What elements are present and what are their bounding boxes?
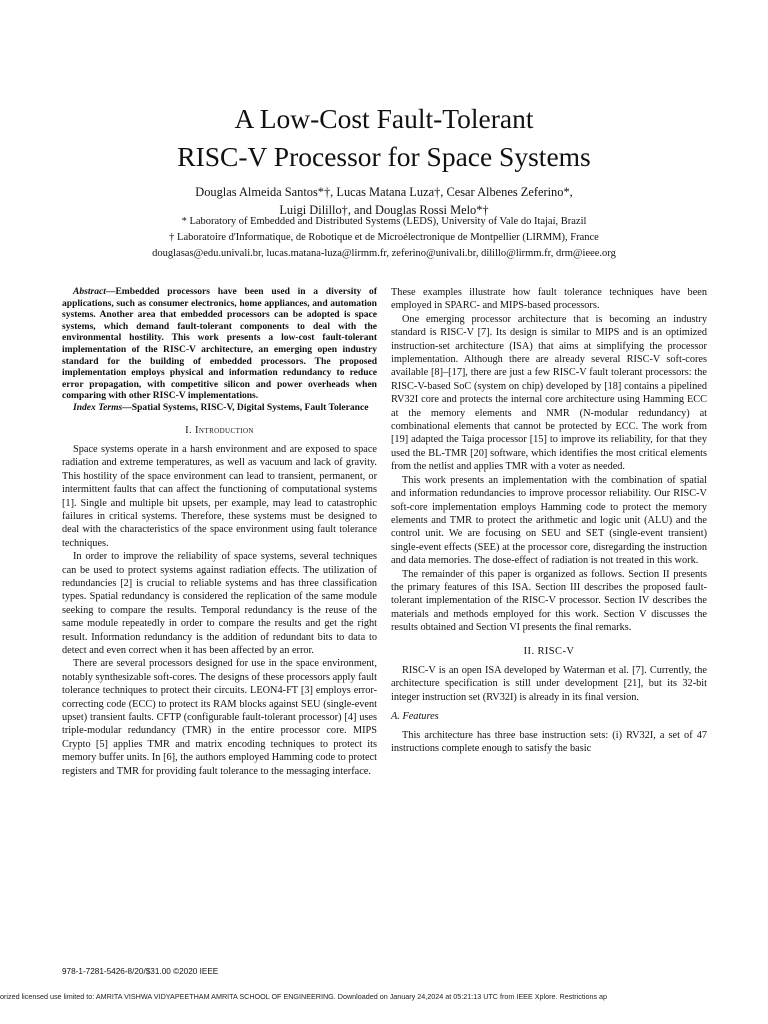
copyright-notice: 978-1-7281-5426-8/20/$31.00 ©2020 IEEE xyxy=(62,967,219,976)
paragraph: One emerging processor architecture that is becoming an industry standard is RISC-V [7]. Its design is similar to MIPS and is an optimized instruction-set architecture (ISA) that aims at simplifying the processor implementation. Although there are already several RISC-V soft-cores available [8]–[17], there are just a few RISC-V fault tolerant processors: the RISC-V-based SoC (system on chip) developed by [18] contains a pipelined RV32I core and protects the internal core architecture using Hamming ECC at the memory elements and NMR (N-modular redundancy) at combinational elements that cannot be protected by ECC. The work from [19] adapted the Taiga processor [15] to improve its reliability, for that they used the BL-TMR [20] software, which identifies the most critical elements from the netlist and applies TMR with a voter as needed. xyxy=(391,313,707,473)
right-column xyxy=(391,286,707,755)
authors-line-1: Douglas Almeida Santos*†, Lucas Matana Luza†, Cesar Albenes Zeferino*, xyxy=(195,185,573,199)
section-heading-introduction: I. Introduction xyxy=(185,424,254,436)
paragraph: There are several processors designed for use in the space environment, notably synthesizable soft-cores. The designs of these processors apply fault tolerance techniques to protect their circuits. LEON4-FT [3] employs error-correcting code (ECC) to protect its RAM blocks against SEU (single-event upset) transient faults. CFTP (configurable fault-tolerant processor) [4] uses triple-modular redundancy (TMR) in the entire processor core. MIPS Crypto [5] applies TMR and matrix encoding techniques to protect its memory buffer units. In [6], the authors employed Hamming code to protect registers and TMR for providing fault tolerance to the messaging interface. xyxy=(62,658,377,777)
abstract-text: —Embedded processors have been used in a diversity of applications, such as consumer electronics, home appliances, and automation systems. Another area that embedded processors can be adopted is space systems, which demand fault-tolerant components to deal with the environmental hostility. This work presents a low-cost fault-tolerant implementation of the RISC-V architecture, an emerging open industry standard for the building of embedded processors. The proposed implementation employs physical and information redundancy to reduce error propagation, with competitive silicon and power overheads when comparing with other RISC-V implementations. xyxy=(62,286,377,402)
paragraph: These examples illustrate how fault tolerance techniques have been employed in SPARC- and MIPS-based processors. xyxy=(391,287,707,312)
paragraph: This architecture has three base instruction sets: (i) RV32I, a set of 47 instructions complete enough to satisfy the basic xyxy=(391,729,707,754)
paragraph: The remainder of this paper is organized as follows. Section II presents the primary features of this ISA. Section III describes the proposed fault-tolerant implementation of the RISC-V processor. Section IV describes the materials and methods employed for this work. Section V discusses the results obtained and Section VI presents the final remarks. xyxy=(391,568,707,634)
title-line-2: RISC-V Processor for Space Systems xyxy=(177,141,591,172)
abstract-label: Abstract xyxy=(73,286,106,297)
license-notice: orized licensed use limited to: AMRITA VISHWA VIDYAPEETHAM AMRITA SCHOOL OF ENGINEERING. Downloaded on January 24,2024 at 05:21:13 UTC from IEEE Xplore. Restrictions ap xyxy=(0,992,608,1001)
index-terms-text: —Spatial Systems, RISC-V, Digital Systems, Fault Tolerance xyxy=(122,401,369,413)
index-terms xyxy=(62,402,377,414)
paragraph: Space systems operate in a harsh environment and are exposed to space radiation and extreme temperatures, as well as vacuum and lack of gravity. This hostility of the space environment can lead to transient, permanent, or intermittent faults that can affect the functioning of computational systems [1]. Single and multiple bit upsets, per example, may lead to catastrophic failures in critical systems. Therefore, these systems must be designed to deal with the characteristics of the space environment using fault tolerance techniques. xyxy=(62,443,377,549)
author-emails: douglasas@edu.univali.br, lucas.matana-luza@lirmm.fr, zeferino@univali.br, dilillo@lirmm.fr, drm@ieee.org xyxy=(152,248,616,259)
paragraph: RISC-V is an open ISA developed by Waterman et al. [7]. Currently, the architecture specification is still under development [21], but its 32-bit integer instruction set (RV32I) is already in its final version. xyxy=(391,664,707,703)
abstract xyxy=(62,286,377,402)
index-terms-label: Index Terms xyxy=(73,401,123,413)
affiliations xyxy=(0,214,768,262)
paragraph: This work presents an implementation with the combination of spatial and information redundancies to improve processor reliability. Our RISC-V soft-core implementation employs Hamming code to protect the memory elements and TMR to protect the arithmetic and logic unit (ALU) and the control unit. We are focusing on SEU and SET (single-event transient) single-event effects (SEE) at the processor core, disregarding the instruction and data memories. The dose-effect of radiation is not treated in this work. xyxy=(391,474,707,567)
affiliation-1: * Laboratory of Embedded and Distributed Systems (LEDS), University of Vale do Itajaí, Brazil xyxy=(181,216,587,227)
left-column xyxy=(62,286,377,778)
affiliation-2: † Laboratoire d'Informatique, de Robotique et de Microélectronique de Montpellier (LIRMM), France xyxy=(169,232,599,243)
authors-line-2: Luigi Dilillo†, and Douglas Rossi Melo*† xyxy=(279,203,489,217)
paragraph: In order to improve the reliability of space systems, several techniques can be used to protect systems against radiation effects. The utilization of redundancies [2] is crucial to reliable systems and has three classification types. Spatial redundancy is considered the replication of the same module seeking to compare the results. Temporal redundancy is the reuse of the same module repeatedly in order to compare the results and get the right result. Information redundancy is the addition of redundant bits to data to detect and even correct when it has been affected by an error. xyxy=(62,551,377,657)
paper-title xyxy=(0,100,768,176)
title-line-1: A Low-Cost Fault-Tolerant xyxy=(234,103,534,134)
section-heading-risc-v: II. RISC-V xyxy=(523,645,575,657)
subsection-heading-features: A. Features xyxy=(391,711,439,723)
